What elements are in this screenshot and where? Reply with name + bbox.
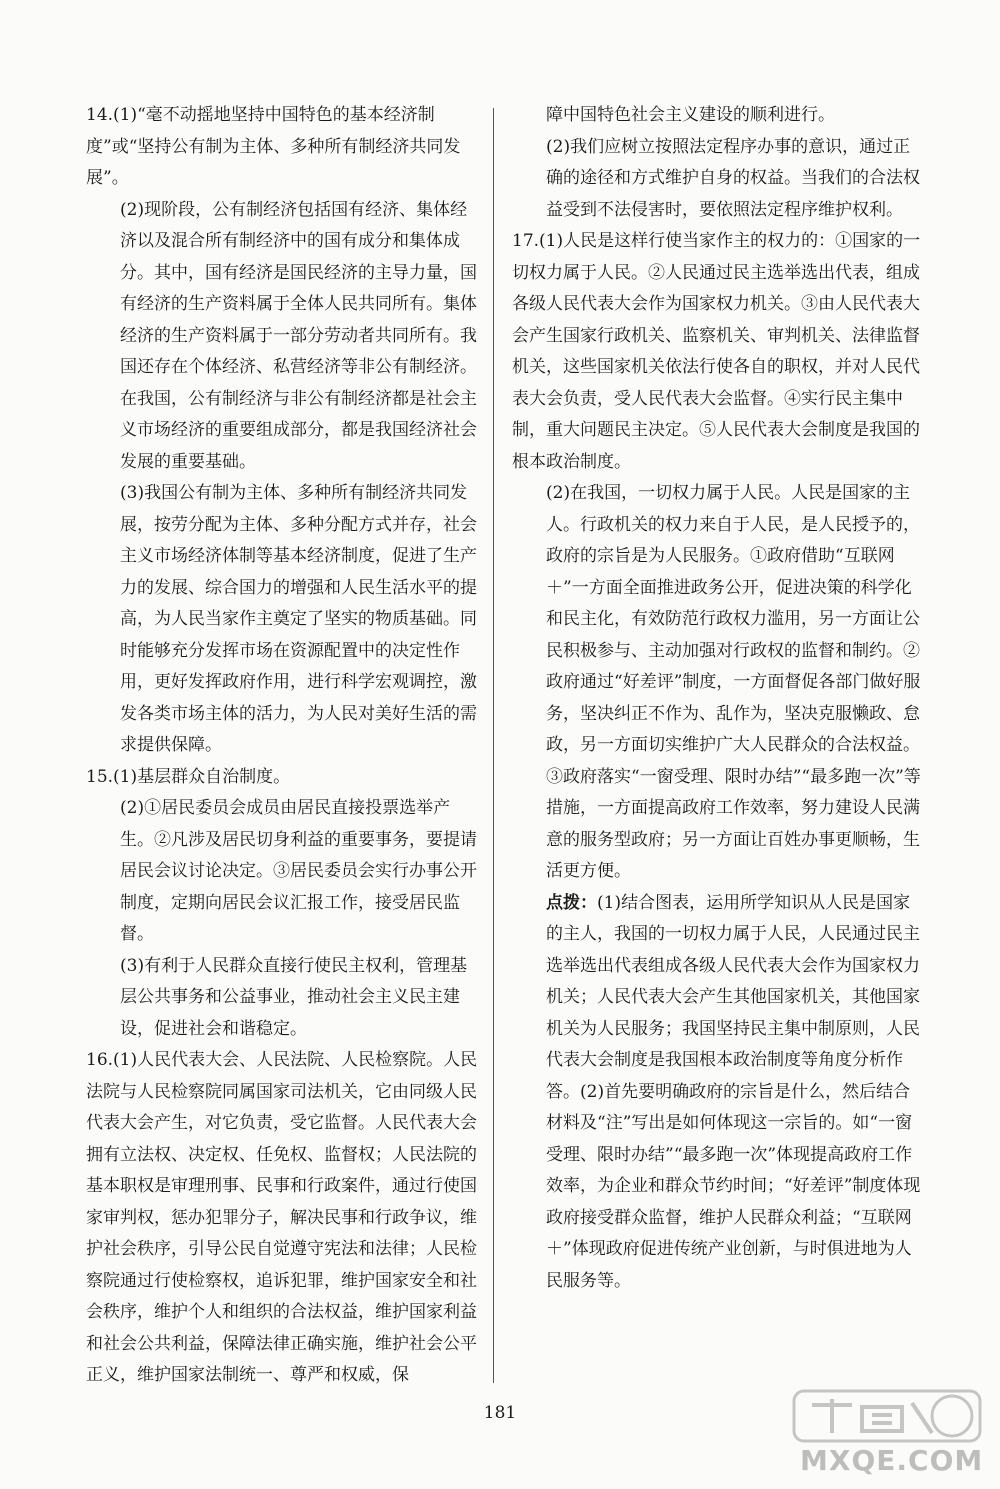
watermark-url: MXQE.COM	[800, 1444, 984, 1477]
tip-label: 点拨：	[546, 892, 597, 913]
page-number: 181	[483, 1403, 517, 1423]
q17-part2: (2)在我国，一切权力属于人民。人民是国家的主人。行政机关的权力来自于人民，是人民授予的，政府的宗旨是为人民服务。①政府借助“互联网＋”一方面全面推进政务公开，促进决策的科学化和民主化，有效防范行政权力滥用，另一方面让公民积极参与、主动加强对行政权的监督和制约。②政府通过“好差评”制度，一方面督促各部门做好服务，坚决纠正不作为、乱作为，坚决克服懒政、怠政，另一方面切实维护广大人民群众的合法权益。③政府落实“一窗受理、限时办结”“最多跑一次”等措施，一方面提高政府工作效率，努力建设人民满意的服务型政府；另一方面让百姓办事更顺畅，生活更方便。	[546, 483, 921, 881]
q16-part1-cont: 障中国特色社会主义建设的顺利进行。	[546, 105, 835, 125]
q15-part3: (3)有利于人民群众直接行使民主权利，管理基层公共事务和公益事业，推动社会主义民主建设，促进社会和谐稳定。	[120, 955, 468, 1039]
left-column	[86, 100, 480, 1392]
q17-tip	[512, 888, 922, 1298]
question-15	[86, 762, 480, 1046]
question-17	[512, 226, 922, 1297]
q15-part2: (2)①居民委员会成员由居民直接投票选举产生。②凡涉及居民切身利益的重要事务，要提请居民会议讨论决定。③居民委员会实行办事公开制度，定期向居民会议汇报工作，接受居民监督。	[120, 798, 477, 944]
q14-part3: (3)我国公有制为主体、多种所有制经济共同发展，按劳分配为主体、多种分配方式并存，社会主义市场经济体制等基本经济制度，促进了生产力的发展、综合国力的增强和人民生活水平的提高，为人民当家作主奠定了坚实的物质基础。同时能够充分发挥市场在资源配置中的决定性作用，更好发挥政府作用，进行科学宏观调控，激发各类市场主体的活力，为人民对美好生活的需求提供保障。	[120, 483, 477, 755]
question-16	[86, 1045, 480, 1392]
q16-part1: 16.(1)人民代表大会、人民法院、人民检察院。人民法院与人民检察院同属国家司法机关，它由同级人民代表大会产生，对它负责，受它监督。人民代表大会拥有立法权、决定权、任免权、监督权；人民法院的基本职权是审理刑事、民事和行政案件，通过行使国家审判权，惩办犯罪分子，解决民事和行政争议，维护社会秩序，引导公民自觉遵守宪法和法律；人民检察院通过行使检察权，追诉犯罪，维护国家安全和社会秩序，维护个人和组织的合法权益，维护国家利益和社会公共利益，保障法律正确实施，维护社会公平正义，维护国家法制统一、尊严和权威，保	[86, 1050, 478, 1385]
watermark-logo-icon	[792, 1385, 982, 1445]
q15-part1: 15.(1)基层群众自治制度。	[86, 766, 291, 787]
watermark	[792, 1385, 982, 1477]
q14-part1: 14.(1)“毫不动摇地坚持中国特色的基本经济制度”或“坚持公有制为主体、多种所有制经济共同发展”。	[86, 105, 461, 188]
tip-text: (1)结合图表，运用所学知识从人民是国家的主人，我国的一切权力属于人民，人民通过民主选举选出代表组成各级人民代表大会作为国家权力机关；人民代表大会产生其他国家机关，其他国家机关为人民服务；我国坚持民主集中制原则，人民代表大会制度是我国根本政治制度等角度分析作答。(2)首先要明确政府的宗旨是什么，然后结合材料及“注”写出是如何体现这一宗旨的。如“一窗受理、限时办结”“最多跑一次”体现提高政府工作效率，为企业和群众节约时间；“好差评”制度体现政府接受群众监督，维护人民群众利益；“互联网＋”体现政府促进传统产业创新，与时俱进地为人民服务等。	[546, 892, 921, 1291]
question-14	[86, 100, 480, 762]
column-divider	[493, 108, 494, 1383]
q16-part2: (2)我们应树立按照法定程序办事的意识，通过正确的途径和方式维护自身的权益。当我们的合法权益受到不法侵害时，要依照法定程序维护权利。	[546, 136, 920, 220]
q14-part2: (2)现阶段，公有制经济包括国有经济、集体经济以及混合所有制经济中的国有成分和集体成分。其中，国有经济是国民经济的主导力量，国有经济的生产资料属于全体人民共同所有。集体经济的生产资料属于一部分劳动者共同所有。我国还存在个体经济、私营经济等非公有制经济。在我国，公有制经济与非公有制经济都是社会主义市场经济的重要组成部分，都是我国经济社会发展的重要基础。	[120, 199, 477, 472]
right-column	[512, 100, 922, 1297]
q17-part1: 17.(1)人民是这样行使当家作主的权力的：①国家的一切权力属于人民。②人民通过民主选举选出代表，组成各级人民代表大会作为国家权力机关。③由人民代表大会产生国家行政机关、监察机关、审判机关、法律监督机关，这些国家机关依法行使各自的职权，并对人民代表大会负责，受人民代表大会监督。④实行民主集中制，重大问题民主决定。⑤人民代表大会制度是我国的根本政治制度。	[512, 231, 921, 472]
question-16-continued	[512, 100, 922, 226]
